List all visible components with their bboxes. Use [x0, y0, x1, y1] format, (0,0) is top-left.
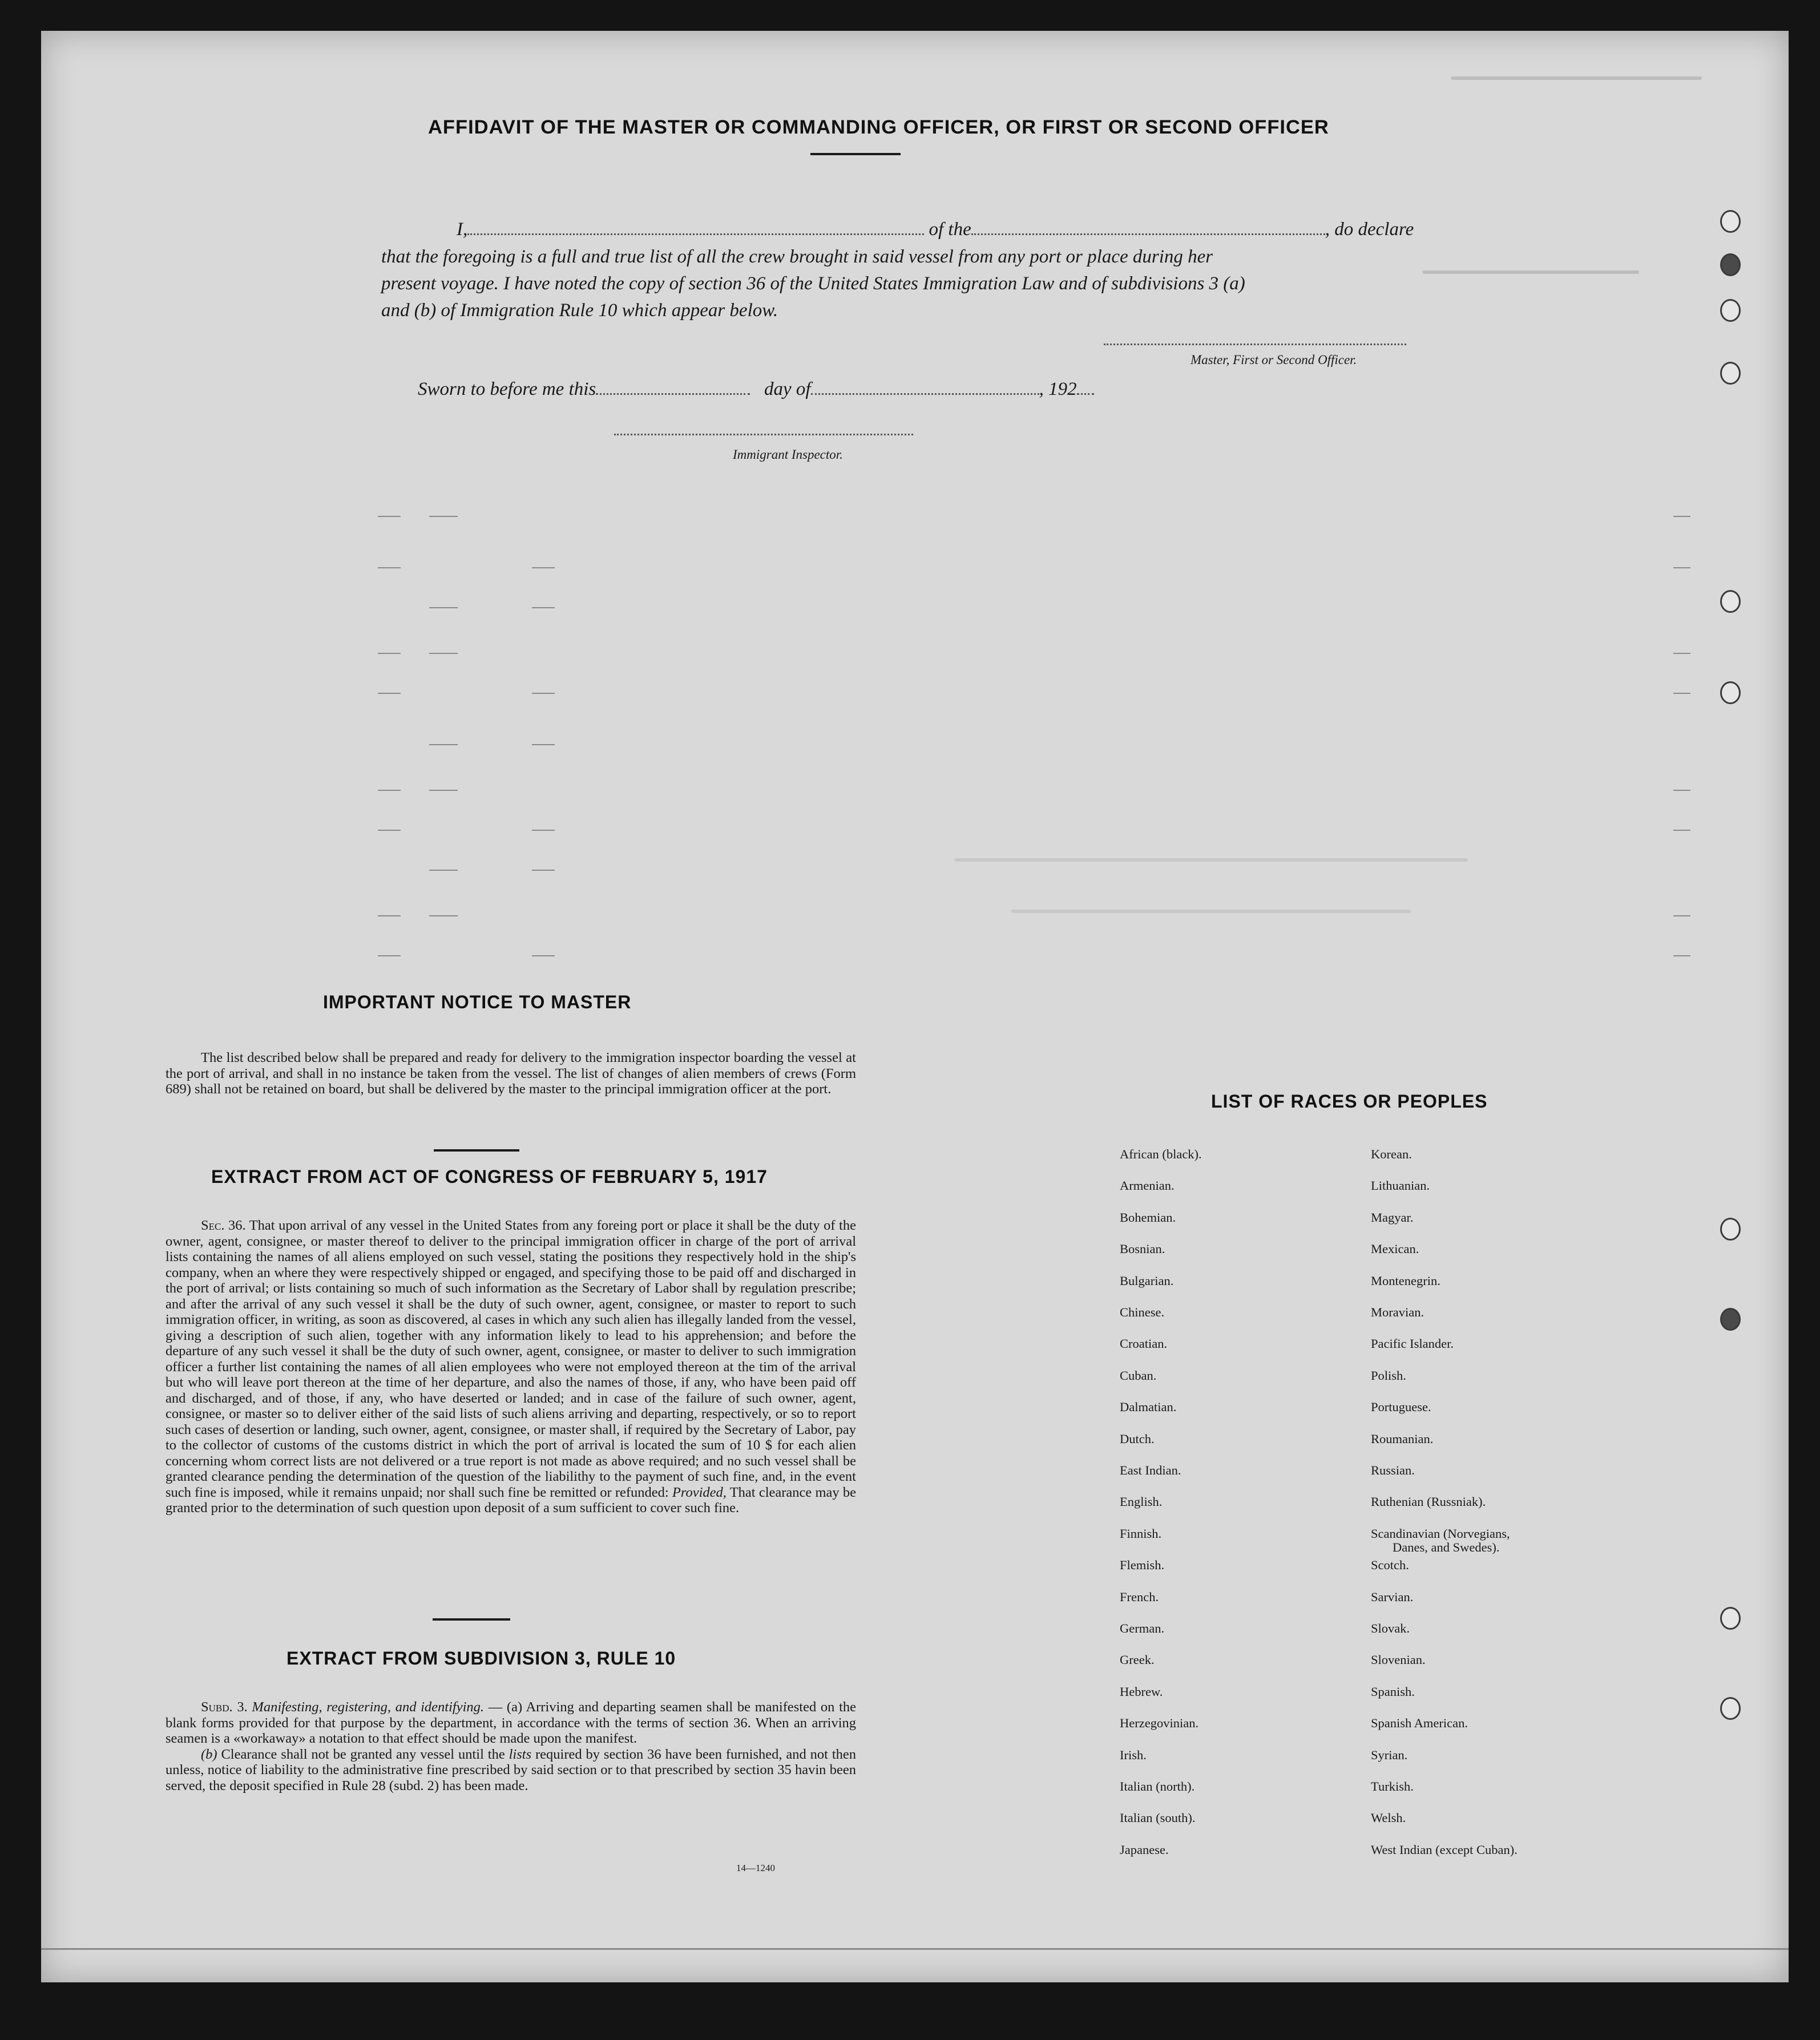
bleed-through-dash [1673, 955, 1690, 956]
race-item: Dalmatian. [1120, 1400, 1177, 1415]
race-item: Armenian. [1120, 1178, 1175, 1193]
bleed-through-dash [429, 516, 458, 517]
year-label: , 192 [1039, 379, 1077, 399]
race-item: Sarvian. [1371, 1589, 1414, 1604]
subd-title: Manifesting, registering, and identifying. [252, 1699, 485, 1715]
document-sheet [41, 31, 1789, 1982]
race-item: Mexican. [1371, 1242, 1419, 1257]
race-item: Polish. [1371, 1368, 1406, 1383]
race-item: Spanish American. [1371, 1716, 1468, 1731]
section-rule [433, 1618, 510, 1621]
bleed-through-dash [532, 744, 555, 745]
sworn-label: Sworn to before me this [418, 379, 596, 399]
race-item: Russian. [1371, 1463, 1415, 1477]
bleed-through-dash [1673, 830, 1690, 831]
race-item: Korean. [1371, 1147, 1412, 1161]
vessel-blank [971, 231, 1325, 235]
race-item: Moravian. [1371, 1305, 1424, 1319]
race-item: Montenegrin. [1371, 1273, 1440, 1288]
race-item: African (black). [1120, 1147, 1202, 1161]
notice-paragraph: The list described below shall be prepared and ready for delivery to the immigration inspector boarding the vessel at the port of arrival, and shall in no instance be taken from the vessel. The list of changes of alien members of crews (Form 689) shall not be retained on board, but shall be delivered by the master to the principal immigration officer at the port. [166, 1050, 856, 1097]
day-blank [596, 391, 750, 395]
race-item: Bohemian. [1120, 1210, 1176, 1225]
bleed-through-dash [1673, 915, 1690, 916]
act-text-a: That upon arrival of any vessel in the United States from any foreing port or place it shall be the duty of the owner, agent, consignee, or master thereof to deliver to the principal immigration officer in charge of the port of arrival lists containing the names of all aliens employed on such vessel, stating the positions they respectively hold in the ship's company, when an where they were respectively shipped or engaged, and specifying those to be paid off and discharged in the port of arrival; or lists containing so much of such information as the Secretary of Labor shall by regulation prescribe; and after the arrival of any such vessel it shall be the duty of such owner, agent, consignee, or master to report to such immigration officer, in writing, as soon as discovered, al cases in which any such alien has illegally landed from the vessel, giving a description of such alien, together with any information likely to lead to his apprehension; and before the departure of any such vessel it shall be the duty of such owner, agent, consignee, or master to deliver to such immigration officer a further list containing the names of all alien employees who were not employed thereon at the tim of the arrival but who will leave port thereon at the time of her departure, and also the names of those, if any, who have been paid off and discharged, and of those, if any, who have deserted or landed; and in case of the failure of such owner, agent, consignee, or master so to deliver either of the said lists of such aliens arriving and departing, respectively, or so to report such cases of desertion or landing, such owner, agent, consignee, or master shall, if required by the Secretary of Labor, pay to the collector of customs of the customs district in which the port of arrival is located the sum of 10 $ for each alien concerning whom correct lists are not delivered or a true report is not made as above required; and no such vessel shall be granted clearance pending the determination of the question of the liabilithy to the payment of such fine, and, in the event such fine is imposed, while it remains unpaid; nor shall such fine be remitted or refunded: [166, 1218, 856, 1500]
bleed-through-dash [1673, 790, 1690, 791]
race-item: Herzegovinian. [1120, 1716, 1199, 1731]
inspector-caption: Immigrant Inspector. [733, 447, 843, 462]
race-item: Greek. [1120, 1653, 1155, 1667]
affidavit-line-1 [457, 219, 1414, 240]
bleed-through-dash [532, 955, 555, 956]
bleed-through-dash [1673, 567, 1690, 568]
punch-hole [1720, 590, 1741, 613]
bleed-through-dash [429, 790, 458, 791]
race-item: Finnish. [1120, 1526, 1162, 1541]
affidavit-line-2: that the foregoing is a full and true list of all the crew brought in said vessel from any port or place during her [381, 247, 1213, 267]
rule-extract-text [166, 1699, 856, 1793]
declare-label: , do declare [1325, 219, 1414, 240]
notice-title: IMPORTANT NOTICE TO MASTER [323, 992, 632, 1012]
section-rule [434, 1149, 519, 1152]
of-the-label: of the [929, 219, 971, 240]
race-item: Scotch. [1371, 1558, 1409, 1573]
race-item: English. [1120, 1494, 1163, 1509]
race-item: West Indian (except Cuban). [1371, 1842, 1518, 1857]
bleed-through-dash [429, 607, 458, 608]
race-item: Japanese. [1120, 1842, 1169, 1857]
race-item: Irish. [1120, 1747, 1147, 1762]
race-item: Spanish. [1371, 1684, 1415, 1699]
punch-hole [1720, 1607, 1741, 1630]
signature-caption: Master, First or Second Officer. [1191, 353, 1357, 367]
provided-label: Provided, [672, 1484, 727, 1500]
inspector-line [614, 434, 913, 435]
sec-label: Sec. 36. [201, 1218, 246, 1233]
punch-hole [1720, 681, 1741, 704]
punch-hole [1720, 299, 1741, 322]
races-title: LIST OF RACES OR PEOPLES [1211, 1091, 1488, 1112]
race-item: Bosnian. [1120, 1242, 1165, 1257]
bleed-through-mark [1011, 910, 1411, 913]
race-item: Italian (north). [1120, 1779, 1195, 1793]
act-extract-title: EXTRACT FROM ACT OF CONGRESS OF FEBRUARY 5, 1917 [211, 1166, 768, 1187]
rule-paragraph-b [166, 1747, 856, 1794]
act-text-b: That clearance may be granted prior to the determination of such question upon deposit of a sum sufficient to cover such fine. [166, 1484, 857, 1516]
bleed-through-dash [378, 653, 401, 654]
race-item: Welsh. [1371, 1811, 1406, 1825]
name-blank [467, 231, 924, 235]
bleed-through-dash [429, 744, 458, 745]
bleed-through-dash [429, 870, 458, 871]
notice-text [166, 1050, 856, 1097]
b-label: (b) [201, 1746, 217, 1762]
bleed-through-dash [532, 567, 555, 568]
race-item: Slovenian. [1371, 1653, 1426, 1667]
race-item: Syrian. [1371, 1747, 1408, 1762]
race-item: Scandinavian (Norvegians, [1371, 1526, 1510, 1541]
lists-word: lists [509, 1746, 532, 1762]
bleed-through-dash [532, 870, 555, 871]
bleed-through-dash [378, 790, 401, 791]
bleed-through-dash [378, 915, 401, 916]
bleed-through-dash [532, 607, 555, 608]
race-item: Slovak. [1371, 1621, 1410, 1635]
bleed-through-dash [532, 693, 555, 694]
rule-text-a: — (a) Arriving and departing seamen shall be manifested on the blank forms provided for that purpose by the department, in accordance with the terms of section 36. When an arriving seamen is a «workaway» a notation to that effect should be made upon the manifest. [166, 1699, 856, 1746]
bleed-through-dash [378, 830, 401, 831]
rule-paragraph-a [166, 1699, 856, 1747]
bleed-through-dash [1673, 693, 1690, 694]
punch-hole [1720, 210, 1741, 233]
race-item: Flemish. [1120, 1558, 1165, 1573]
bleed-through-dash [429, 653, 458, 654]
punch-hole [1720, 1697, 1741, 1720]
race-item: Hebrew. [1120, 1684, 1163, 1699]
race-item: French. [1120, 1589, 1159, 1604]
title-rule [810, 153, 901, 155]
race-item: Dutch. [1120, 1431, 1155, 1446]
bleed-through-dash [378, 516, 401, 517]
race-item: Cuban. [1120, 1368, 1157, 1383]
month-blank [811, 391, 1039, 395]
rule-text-b1: Clearance shall not be granted any vessel until the [221, 1746, 505, 1762]
race-item: Italian (south). [1120, 1811, 1196, 1825]
race-item: Turkish. [1371, 1779, 1414, 1793]
race-item: Ruthenian (Russniak). [1371, 1494, 1486, 1509]
bleed-through-mark [1451, 76, 1702, 80]
punch-hole [1720, 1308, 1741, 1331]
race-item: Chinese. [1120, 1305, 1165, 1319]
bleed-through-dash [1673, 516, 1690, 517]
punch-hole [1720, 253, 1741, 276]
bleed-through-dash [429, 915, 458, 916]
bleed-through-dash [378, 693, 401, 694]
race-item: Portuguese. [1371, 1400, 1431, 1415]
race-item: Danes, and Swedes). [1393, 1540, 1500, 1554]
race-item: East Indian. [1120, 1463, 1181, 1477]
act-extract-text [166, 1218, 856, 1516]
sworn-line [418, 379, 1094, 400]
affidavit-line-3: present voyage. I have noted the copy of section 36 of the United States Immigration Law and of subdivisions 3 (a) [381, 273, 1245, 294]
race-item: Pacific Islander. [1371, 1336, 1454, 1351]
race-item: Lithuanian. [1371, 1178, 1430, 1193]
act-extract-paragraph [166, 1218, 856, 1516]
punch-hole [1720, 362, 1741, 385]
bleed-through-mark [1422, 270, 1639, 274]
day-of-label: day of [764, 379, 811, 399]
punch-hole [1720, 1218, 1741, 1241]
form-number: 14—1240 [736, 1863, 775, 1873]
bleed-through-dash [378, 955, 401, 956]
affidavit-title: AFFIDAVIT OF THE MASTER OR COMMANDING OFFICER, OR FIRST OR SECOND OFFICER [428, 116, 1329, 138]
race-item: German. [1120, 1621, 1165, 1635]
rule-extract-title: EXTRACT FROM SUBDIVISION 3, RULE 10 [286, 1648, 676, 1669]
i-label: I, [457, 219, 468, 240]
bleed-through-dash [1673, 653, 1690, 654]
signature-line [1104, 344, 1406, 345]
rule-text-b2: required by section 36 have been furnished, and not then unless, notice of liability to the administrative fine prescribed by said section or to that prescribed by section 35 havin been served, the deposit specified in Rule 28 (subd. 2) has been made. [166, 1746, 857, 1793]
affidavit-line-4: and (b) of Immigration Rule 10 which appear below. [381, 300, 778, 321]
bleed-through-dash [378, 567, 401, 568]
subd-label: Subd. 3. [201, 1699, 248, 1715]
race-item: Magyar. [1371, 1210, 1414, 1225]
race-item: Croatian. [1120, 1336, 1168, 1351]
bleed-through-dash [532, 830, 555, 831]
race-item: Roumanian. [1371, 1431, 1434, 1446]
race-item: Bulgarian. [1120, 1273, 1174, 1288]
bleed-through-mark [954, 858, 1468, 862]
year-blank [1077, 391, 1094, 395]
fold-line [41, 1948, 1789, 1950]
